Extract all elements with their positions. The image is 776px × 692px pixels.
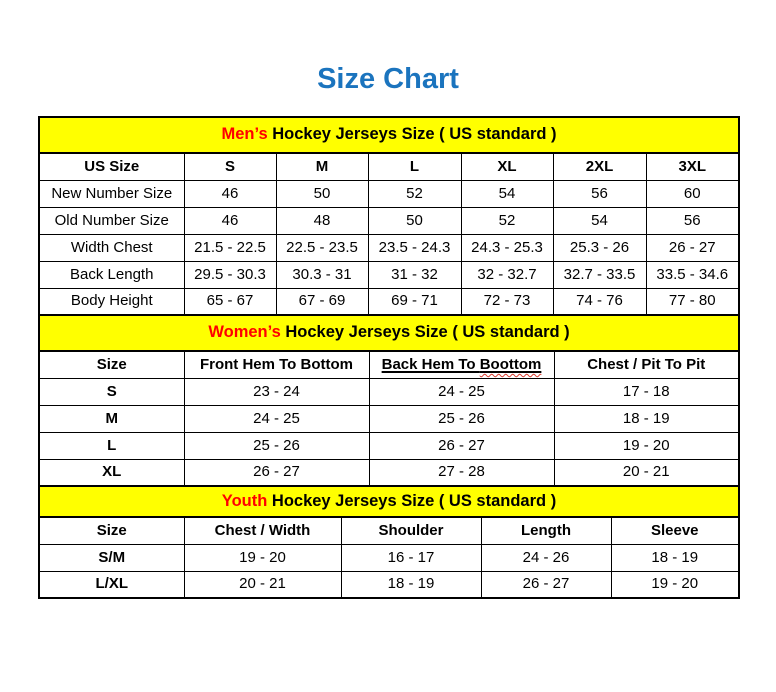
womens-cell: 17 - 18 (554, 378, 739, 405)
youth-table-row (39, 571, 739, 598)
youth-cell: 24 - 26 (481, 544, 611, 571)
mens-table-row (39, 180, 739, 207)
youth-column-header: Size (39, 517, 184, 544)
womens-cell: 24 - 25 (369, 378, 554, 405)
mens-cell: 23.5 - 24.3 (368, 234, 461, 261)
mens-cell: 24.3 - 25.3 (461, 234, 553, 261)
youth-size-table (38, 485, 740, 599)
mens-cell: 56 (646, 207, 739, 234)
mens-cell: 46 (184, 180, 276, 207)
womens-row-label: M (39, 405, 184, 432)
mens-cell: 25.3 - 26 (553, 234, 646, 261)
youth-column-header: Length (481, 517, 611, 544)
document-page (0, 62, 776, 599)
womens-band-text: Hockey Jerseys Size ( US standard ) (280, 323, 570, 342)
youth-band (39, 486, 739, 517)
page-title: Size Chart (317, 63, 459, 95)
mens-table-row (39, 261, 739, 288)
mens-cell: 54 (553, 207, 646, 234)
mens-column-header: 3XL (646, 153, 739, 180)
mens-cell: 29.5 - 30.3 (184, 261, 276, 288)
youth-column-header: Chest / Width (184, 517, 341, 544)
mens-column-header: S (184, 153, 276, 180)
mens-cell: 30.3 - 31 (276, 261, 368, 288)
womens-cell: 26 - 27 (369, 432, 554, 459)
youth-column-header: Sleeve (611, 517, 739, 544)
mens-cell: 56 (553, 180, 646, 207)
youth-cell: 19 - 20 (611, 571, 739, 598)
youth-column-header: Shoulder (341, 517, 481, 544)
mens-cell: 54 (461, 180, 553, 207)
header-text-prefix: Back Hem To (381, 355, 480, 373)
youth-cell: 18 - 19 (611, 544, 739, 571)
womens-cell: 18 - 19 (554, 405, 739, 432)
mens-column-header: 2XL (553, 153, 646, 180)
mens-band (39, 117, 739, 153)
womens-table-row (39, 378, 739, 405)
mens-cell: 21.5 - 22.5 (184, 234, 276, 261)
womens-band-highlight: Women’s (208, 323, 281, 342)
mens-cell: 50 (276, 180, 368, 207)
womens-table-row (39, 459, 739, 486)
mens-cell: 33.5 - 34.6 (646, 261, 739, 288)
mens-cell: 50 (368, 207, 461, 234)
mens-row-label: Back Length (39, 261, 184, 288)
womens-column-header (369, 351, 554, 378)
womens-table-row (39, 432, 739, 459)
womens-column-header: Size (39, 351, 184, 378)
mens-column-header: L (368, 153, 461, 180)
youth-cell: 16 - 17 (341, 544, 481, 571)
mens-cell: 31 - 32 (368, 261, 461, 288)
womens-row-label: S (39, 378, 184, 405)
mens-cell: 72 - 73 (461, 288, 553, 315)
youth-band-row (39, 486, 739, 517)
womens-cell: 26 - 27 (184, 459, 369, 486)
womens-row-label: XL (39, 459, 184, 486)
youth-row-label: L/XL (39, 571, 184, 598)
mens-table-row (39, 234, 739, 261)
womens-band (39, 315, 739, 351)
youth-table-row (39, 544, 739, 571)
mens-cell: 22.5 - 23.5 (276, 234, 368, 261)
mens-column-header: XL (461, 153, 553, 180)
mens-column-header: US Size (39, 153, 184, 180)
mens-row-label: Width Chest (39, 234, 184, 261)
youth-cell: 20 - 21 (184, 571, 341, 598)
womens-cell: 20 - 21 (554, 459, 739, 486)
misspelled-word: Boottom (479, 355, 542, 373)
womens-column-header: Front Hem To Bottom (184, 351, 369, 378)
womens-column-header: Chest / Pit To Pit (554, 351, 739, 378)
youth-cell: 19 - 20 (184, 544, 341, 571)
mens-cell: 67 - 69 (276, 288, 368, 315)
mens-cell: 26 - 27 (646, 234, 739, 261)
mens-column-header: M (276, 153, 368, 180)
mens-band-text: Hockey Jerseys Size ( US standard ) (267, 125, 557, 144)
womens-cell: 23 - 24 (184, 378, 369, 405)
mens-row-label: Old Number Size (39, 207, 184, 234)
mens-cell: 32 - 32.7 (461, 261, 553, 288)
mens-size-table (38, 116, 740, 316)
womens-header-row (39, 351, 739, 378)
youth-band-highlight: Youth (221, 491, 268, 510)
mens-cell: 69 - 71 (368, 288, 461, 315)
youth-cell: 26 - 27 (481, 571, 611, 598)
mens-cell: 46 (184, 207, 276, 234)
womens-cell: 25 - 26 (369, 405, 554, 432)
mens-cell: 77 - 80 (646, 288, 739, 315)
mens-band-highlight: Men’s (221, 125, 268, 144)
mens-cell: 52 (461, 207, 553, 234)
size-chart (38, 116, 738, 599)
mens-header-row (39, 153, 739, 180)
mens-row-label: Body Height (39, 288, 184, 315)
womens-row-label: L (39, 432, 184, 459)
youth-row-label: S/M (39, 544, 184, 571)
underlined-header-text (382, 356, 542, 373)
womens-band-row (39, 315, 739, 351)
mens-cell: 74 - 76 (553, 288, 646, 315)
mens-cell: 48 (276, 207, 368, 234)
womens-size-table (38, 314, 740, 487)
mens-cell: 65 - 67 (184, 288, 276, 315)
youth-header-row (39, 517, 739, 544)
mens-cell: 60 (646, 180, 739, 207)
mens-table-row (39, 288, 739, 315)
mens-cell: 52 (368, 180, 461, 207)
mens-table-row (39, 207, 739, 234)
womens-cell: 25 - 26 (184, 432, 369, 459)
womens-cell: 24 - 25 (184, 405, 369, 432)
womens-cell: 27 - 28 (369, 459, 554, 486)
mens-band-row (39, 117, 739, 153)
youth-cell: 18 - 19 (341, 571, 481, 598)
mens-row-label: New Number Size (39, 180, 184, 207)
mens-cell: 32.7 - 33.5 (553, 261, 646, 288)
youth-band-text: Hockey Jerseys Size ( US standard ) (267, 491, 557, 510)
womens-cell: 19 - 20 (554, 432, 739, 459)
womens-table-row (39, 405, 739, 432)
